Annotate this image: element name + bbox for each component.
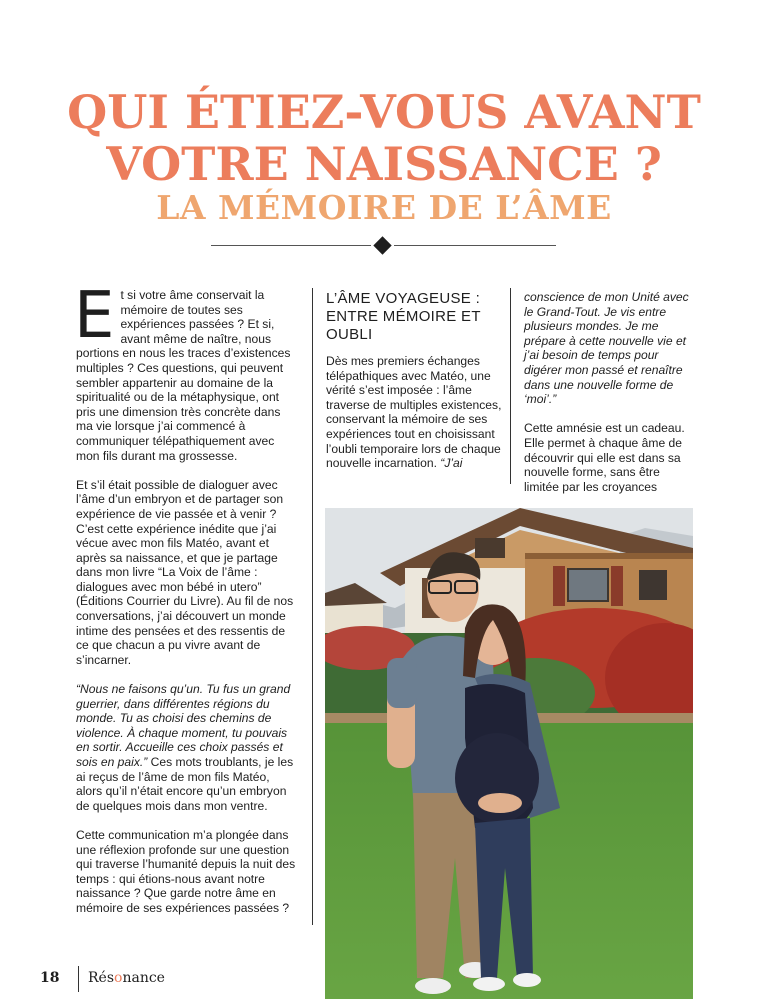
title-line-1: QUI ÉTIEZ-VOUS AVANT xyxy=(67,85,701,139)
column-rule-2 xyxy=(510,288,511,484)
column-1 xyxy=(74,279,298,930)
paragraph-3: “Nous ne faisons qu’un. Tu fus un grand guerrier, dans différentes régions du monde. Tu as choisi des chemins de violence. À chaque moment, tu pouvais en sortir. Accueille ces choix passés et sois en paix.” Ces mots troublants, je les ai reçus de l’âme de mon fils Matéo, alors qu’il n’était encore qu’un embryon de quelques mois dans mon ventre. xyxy=(76,682,294,813)
magazine-brand: Résonance xyxy=(88,970,165,986)
drop-cap: E xyxy=(74,279,115,353)
diamond-ornament-icon xyxy=(373,236,391,254)
column-3 xyxy=(524,290,694,509)
column-3-paragraph: Cette amnésie est un cadeau. Elle permet à chaque âme de découvrir qui elle est dans sa nouvelle forme, sans être limitée par les croyances xyxy=(524,421,685,494)
column-3-quote: conscience de mon Unité avec le Grand-Tout. Je vis entre plusieurs mondes. Je me prépare à cette nouvelle vie et j’ai besoin de temps pour digérer mon passé et renaître dans une nouvelle forme de ‘moi’.” xyxy=(524,290,689,407)
footer-separator xyxy=(78,966,79,992)
soul-quote: “Nous ne faisons qu’un. Tu fus un grand guerrier, dans différentes régions du monde. Tu as choisi des chemins de violence. À chaque moment, tu pouvais en sortir. Accueille ces choix passés et sois en paix.” xyxy=(76,682,291,769)
subtitle: LA MÉMOIRE DE L’ÂME xyxy=(156,188,612,227)
divider-left-line xyxy=(211,245,371,246)
title-line-2: VOTRE NAISSANCE ? xyxy=(106,137,662,191)
column-rule-1 xyxy=(312,288,313,925)
paragraph-4: Cette communication m’a plongée dans une réflexion profonde sur une question qui traverse l’humanité depuis la nuit des temps : qui étions-nous avant notre naissance ? Que garde notre âme en mémoire de ses expériences passées ? xyxy=(76,827,296,915)
column-2-paragraph: Dès mes premiers échanges télépathiques avec Matéo, une vérité s’est imposée : l’âme traverse de multiples existences, conservant la mémoire de ses expériences tout en choisissant l’oubli temporaire lors de chaque nouvelle incarnation. “J’ai xyxy=(326,354,502,471)
divider-right-line xyxy=(394,245,556,246)
couple-photo xyxy=(325,508,693,999)
section-heading: L’ÂME VOYAGEUSE : ENTRE MÉMOIRE ET OUBLI xyxy=(326,290,481,343)
intro-paragraph: Et si votre âme conservait la mémoire de toutes ses expériences passées ? Et si, avant même de naître, nous portions en nous les traces d’existences multiples ? Ces questions, qui peuvent sembler appartenir au domaine de la spiritualité ou de la métaphysique, ont pris une dimension très concrète dans ma vie lorsque j’ai commencé à communiquer télépathiquement avec mon fils durant ma grossesse. xyxy=(74,279,291,463)
paragraph-2: Et s’il était possible de dialoguer avec l’âme d’un embryon et de partager son expérience de vie passée et à venir ? C’est cette expérience inédite que j’ai vécue avec mon fils Matéo, avant et après sa naissance, et que je partage dans mon livre “La Voix de l’âme : dialogues avec mon bébé in utero” (Éditions Courrier du Livre). Au fil de nos conversations, j’ai découvert un monde intime des pensées et des ressentis de ce que chacun a pu vivre avant de s’incarner. xyxy=(76,477,294,667)
page-number: 18 xyxy=(40,970,60,986)
column-2 xyxy=(326,290,502,471)
brand-o-icon: o xyxy=(114,970,123,986)
